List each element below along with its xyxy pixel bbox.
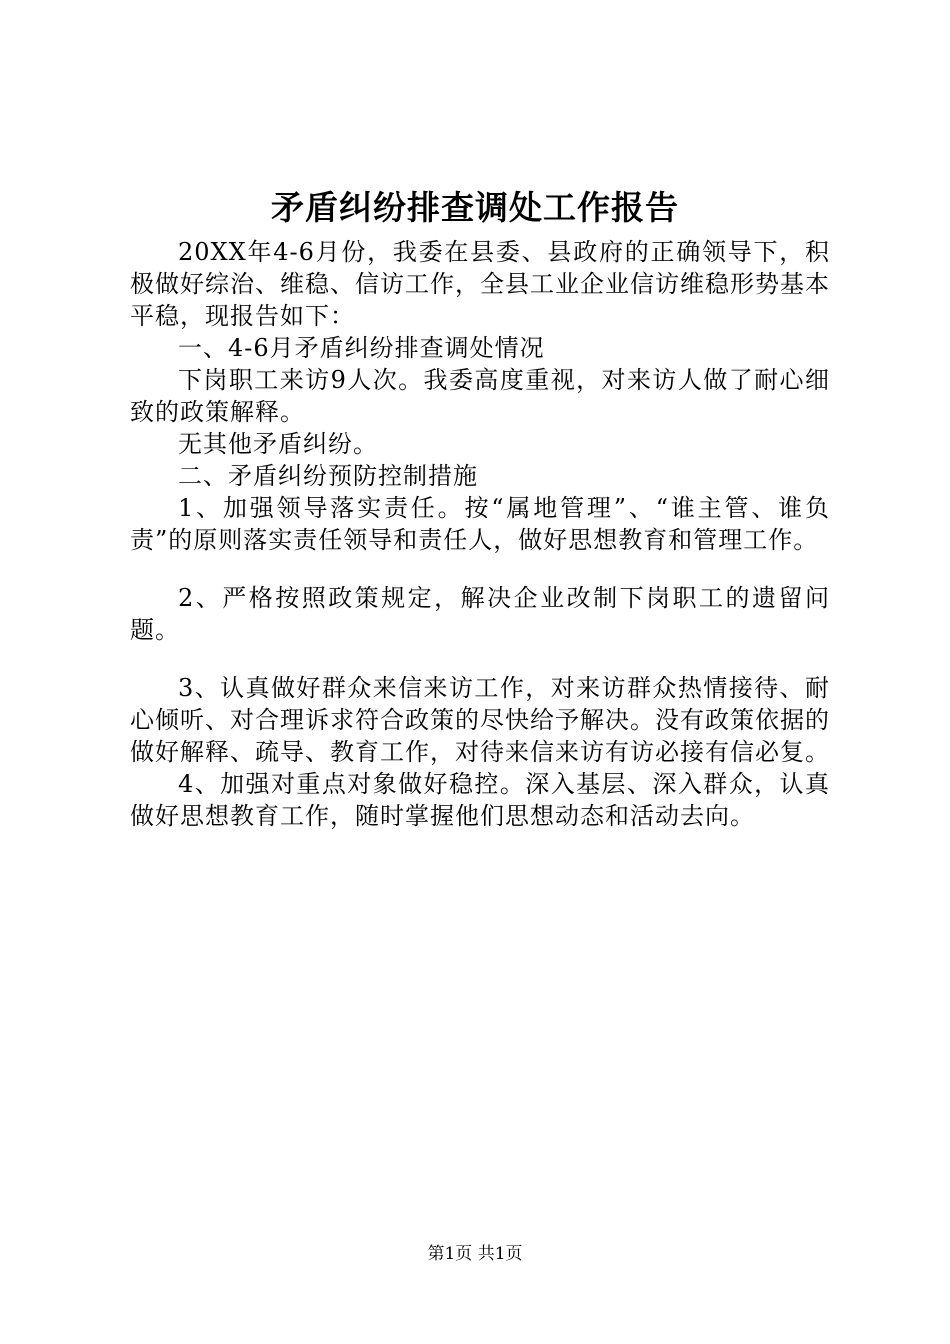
measure-item-3: 3、认真做好群众来信来访工作，对来访群众热情接待、耐心倾听、对合理诉求符合政策的尽快给予解决。没有政策依据的做好解释、疏导、教育工作，对待来信来访有访必接有信必复。 [130, 674, 830, 766]
measure-item-2: 2、严格按照政策规定，解决企业改制下岗职工的遗留问题。 [130, 584, 830, 644]
body-paragraph: 下岗职工来访9人次。我委高度重视，对来访人做了耐心细致的政策解释。 [130, 366, 830, 426]
document-title: 矛盾纠纷排查调处工作报告 [271, 188, 679, 227]
body-paragraph: 无其他矛盾纠纷。 [178, 430, 378, 458]
document-body [130, 236, 830, 832]
intro-paragraph: 20XX年4-6月份，我委在县委、县政府的正确领导下，积极做好综治、维稳、信访工作，全县工业企业信访维稳形势基本平稳，现报告如下： [130, 238, 830, 330]
measure-item-1: 1、加强领导落实责任。按“属地管理”、“谁主管、谁负责”的原则落实责任领导和责任人，做好思想教育和管理工作。 [130, 494, 830, 554]
measure-item-4: 4、加强对重点对象做好稳控。深入基层、深入群众，认真做好思想教育工作，随时掌握他们思想动态和活动去向。 [130, 770, 830, 830]
page-number-footer: 第1页 共1页 [427, 1244, 523, 1264]
section-heading-1: 一、4-6月矛盾纠纷排查调处情况 [178, 334, 545, 362]
section-heading-2: 二、矛盾纠纷预防控制措施 [178, 462, 478, 490]
